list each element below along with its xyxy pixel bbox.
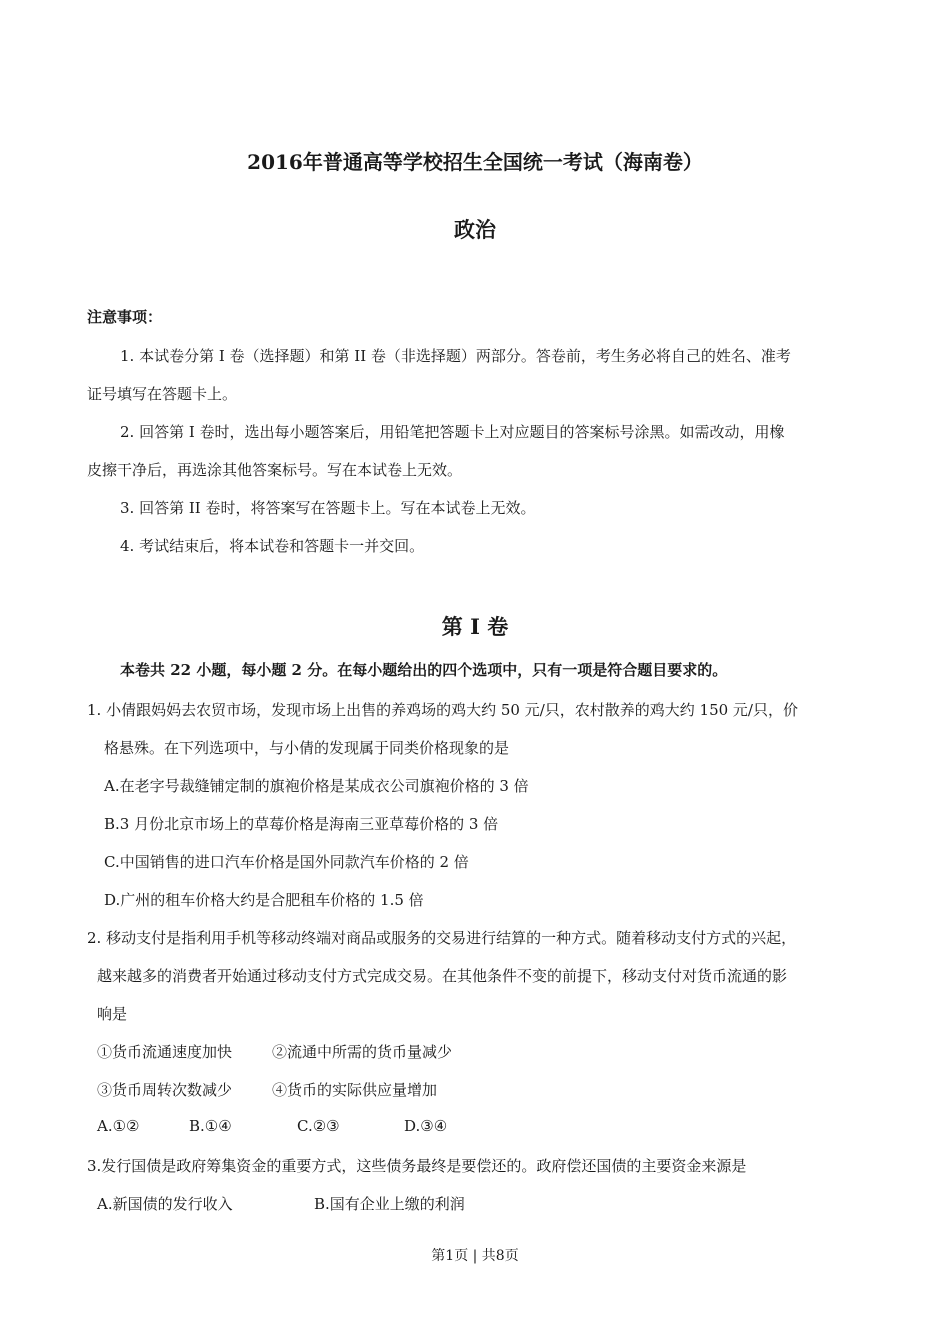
q2-item-2: ②流通中所需的货币量减少 — [272, 1043, 453, 1061]
q2-stem: 2. 移动支付是指利用手机等移动终端对商品或服务的交易进行结算的一种方式。随着移动支付方式的兴起， — [87, 929, 797, 947]
q1-stem-cont: 格悬殊。在下列选项中，与小倩的发现属于同类价格现象的是 — [104, 739, 510, 757]
q3-option-a: A.新国债的发行收入 — [97, 1195, 233, 1213]
notice-line: 1. 本试卷分第 I 卷（选择题）和第 II 卷（非选择题）两部分。答卷前，考生务必将自己的姓名、准考 — [120, 347, 791, 365]
q1-option-c: C.中国销售的进口汽车价格是国外同款汽车价格的 2 倍 — [104, 853, 469, 871]
notice-line: 证号填写在答题卡上。 — [87, 385, 238, 403]
q3-option-b: B.国有企业上缴的利润 — [314, 1195, 465, 1213]
q2-option-b: B.①④ — [189, 1117, 232, 1135]
part1-title: 第 I 卷 — [441, 614, 509, 639]
q2-option-c: C.②③ — [297, 1117, 340, 1135]
notice-heading: 注意事项： — [87, 308, 163, 326]
q2-item-4: ④货币的实际供应量增加 — [272, 1081, 438, 1099]
notice-line: 4. 考试结束后，将本试卷和答题卡一并交回。 — [120, 537, 425, 555]
q2-option-a: A.①② — [97, 1117, 140, 1135]
q2-stem-cont: 响是 — [97, 1005, 128, 1023]
q1-option-a: A.在老字号裁缝铺定制的旗袍价格是某成衣公司旗袍价格的 3 倍 — [104, 777, 529, 795]
q1-stem: 1. 小倩跟妈妈去农贸市场，发现市场上出售的养鸡场的鸡大约 50 元/只，农村散养的鸡大约 150 元/只，价 — [87, 701, 798, 719]
q2-item-1: ①货币流通速度加快 — [97, 1043, 233, 1061]
notice-line: 2. 回答第 I 卷时，选出每小题答案后，用铅笔把答题卡上对应题目的答案标号涂黑。如需改动，用橡 — [120, 423, 785, 441]
exam-title: 2016年普通高等学校招生全国统一考试（海南卷） — [247, 150, 703, 174]
q2-item-3: ③货币周转次数减少 — [97, 1081, 233, 1099]
notice-line: 3. 回答第 II 卷时，将答案写在答题卡上。写在本试卷上无效。 — [120, 499, 536, 517]
q3-stem: 3.发行国债是政府筹集资金的重要方式，这些债务最终是要偿还的。政府偿还国债的主要资金来源是 — [87, 1157, 747, 1175]
notice-line: 皮擦干净后，再选涂其他答案标号。写在本试卷上无效。 — [87, 461, 463, 479]
page-footer: 第1页 | 共8页 — [431, 1248, 519, 1264]
q1-option-b: B.3 月份北京市场上的草莓价格是海南三亚草莓价格的 3 倍 — [104, 815, 499, 833]
q2-option-d: D.③④ — [404, 1117, 448, 1135]
subject-title: 政治 — [454, 217, 496, 242]
part1-description: 本卷共 22 小题，每小题 2 分。在每小题给出的四个选项中，只有一项是符合题目要求的。 — [120, 661, 728, 679]
q1-option-d: D.广州的租车价格大约是合肥租车价格的 1.5 倍 — [104, 891, 424, 909]
q2-stem-cont: 越来越多的消费者开始通过移动支付方式完成交易。在其他条件不变的前提下，移动支付对货币流通的影 — [97, 967, 788, 985]
